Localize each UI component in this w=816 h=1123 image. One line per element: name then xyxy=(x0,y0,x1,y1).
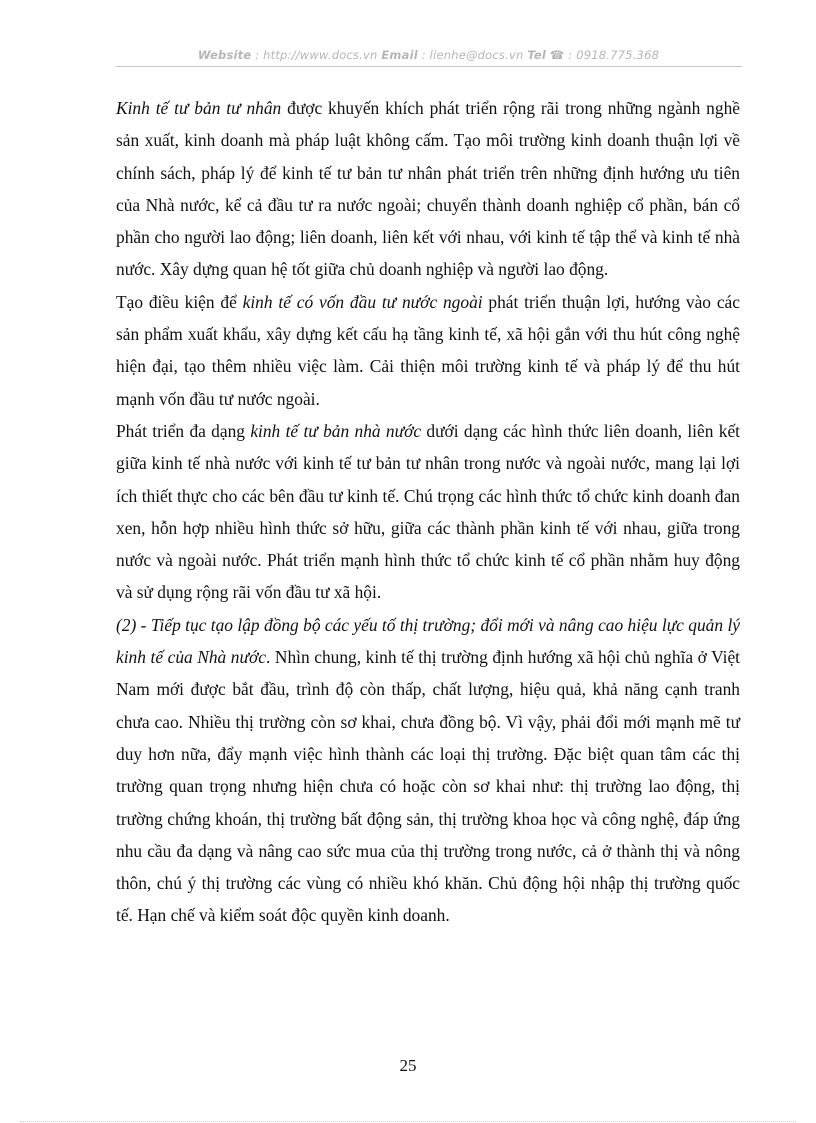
email-label: Email xyxy=(381,48,418,62)
paragraph-state-capitalist xyxy=(116,415,740,609)
paragraph-private-capitalist xyxy=(116,92,740,286)
tel-label: Tel xyxy=(527,48,547,62)
footer-divider xyxy=(20,1121,796,1122)
phone-icon: ☎ xyxy=(549,48,565,62)
paragraph-foreign-investment xyxy=(116,286,740,415)
paragraph-text: Tạo điều kiện để xyxy=(116,291,243,312)
tel-value: : 0918.775.368 xyxy=(568,48,660,62)
website-label: Website xyxy=(197,48,252,62)
page-header xyxy=(115,48,742,62)
paragraph-text: . Nhìn chung, kinh tế thị trường định hướng xã hội chủ nghĩa ở Việt Nam mới được bắt đầu, trình độ còn thấp, chất lượng, hiệu quả, khả năng cạnh tranh chưa cao. Nhiều thị trường còn sơ khai, chưa đồng bộ. Vì vậy, phải đổi mới mạnh mẽ tư duy hơn nữa, đẩy mạnh việc hình thành các loại thị trường. Đặc biệt quan tâm các thị trường quan trọng nhưng hiện chưa có hoặc còn sơ khai như: thị trường lao động, thị trường chứng khoán, thị trường bất động sản, thị trường khoa học và công nghệ, đáp ứng nhu cầu đa dạng và nâng cao sức mua của thị trường trong nước, cả ở thành thị và nông thôn, chú ý thị trường các vùng có nhiều khó khăn. Chủ động hội nhập thị trường quốc tế. Hạn chế và kiểm soát độc quyền kinh doanh. xyxy=(116,647,740,926)
paragraph-italic-term: kinh tế có vốn đầu tư nước ngoài xyxy=(242,291,483,312)
paragraph-italic-term: kinh tế tư bản nhà nước xyxy=(250,420,422,441)
paragraph-italic-heading: (2) - Tiếp tục tạo lập đồng bộ các yếu tố thị trường; đổi mới và nâng cao hiệu lực quản lý kinh tế của Nhà nước xyxy=(116,614,740,668)
paragraph-text: dưới dạng các hình thức liên doanh, liên kết giữa kinh tế nhà nước với kinh tế tư bản tư nhân trong nước và ngoài nước, mang lại lợi ích thiết thực cho các bên đầu tư kinh tế. Chú trọng các hình thức tổ chức kinh doanh đan xen, hỗn hợp nhiều hình thức sở hữu, giữa các thành phần kinh tế với nhau, giữa trong nước và ngoài nước. Phát triển mạnh hình thức tổ chức kinh tế cổ phần nhằm huy động và sử dụng rộng rãi vốn đầu tư xã hội. xyxy=(116,420,740,603)
document-body xyxy=(116,92,740,932)
paragraph-text: được khuyến khích phát triển rộng rãi trong những ngành nghề sản xuất, kinh doanh mà pháp luật không cấm. Tạo môi trường kinh doanh thuận lợi về chính sách, pháp lý để kinh tế tư bản tư nhân phát triển trên những định hướng ưu tiên của Nhà nước, kể cả đầu tư ra nước ngoài; chuyển thành doanh nghiệp cổ phần, bán cổ phần cho người lao động; liên doanh, liên kết với nhau, với kinh tế tập thể và kinh tế nhà nước. Xây dựng quan hệ tốt giữa chủ doanh nghiệp và người lao động. xyxy=(116,98,740,280)
paragraph-text: phát triển thuận lợi, hướng vào các sản phẩm xuất khẩu, xây dựng kết cấu hạ tầng kinh tế, xã hội gắn với thu hút công nghệ hiện đại, tạo thêm nhiều việc làm. Cải thiện môi trường kinh tế và pháp lý để thu hút mạnh vốn đầu tư nước ngoài. xyxy=(116,291,740,409)
email-value: : lienhe@docs.vn xyxy=(421,48,524,62)
paragraph-italic-term: Kinh tế tư bản tư nhân xyxy=(116,98,282,118)
header-divider xyxy=(115,66,742,67)
website-value: : http://www.docs.vn xyxy=(255,48,378,62)
paragraph-market-factors xyxy=(116,609,740,932)
page-number: 25 xyxy=(399,1056,417,1075)
paragraph-text: Phát triển đa dạng xyxy=(116,420,251,441)
